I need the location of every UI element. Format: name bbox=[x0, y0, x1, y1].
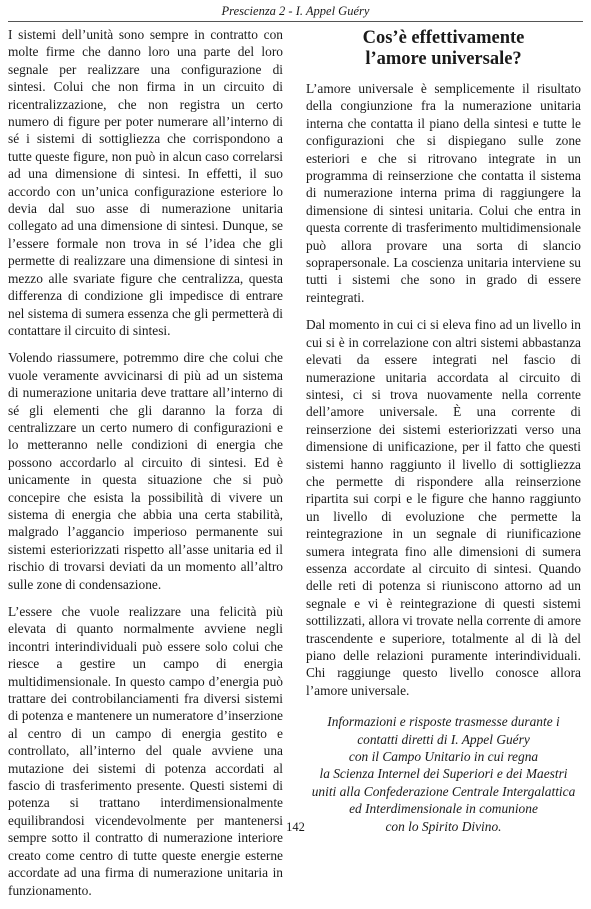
running-header: Prescienza 2 - I. Appel Guéry bbox=[221, 4, 370, 18]
closing-note-line: con lo Spirito Divino. bbox=[385, 818, 502, 834]
left-paragraph-2: Volendo riassumere, potremmo dire che colui che vuole veramente avvicinarsi di più ad un sistema di numerazione unitaria deve trattare all’interno di sé gli elementi che gli daranno la forza di centralizzare un certo numero di configurazioni e lo metteranno nelle condizioni di energia che possono accordarlo al circuito di sintesi. Ed è unicamente in questa situazione che si può concepire che esista la possibilità di vivere un sistema di energia che abbia una certa stabilità, malgrado l’aggancio imperioso permanente sui sistemi esteriorizzati rispetto all’asse unitaria ed il rischio di trovarsi deviati da un momento all’altro sulle zone di condensazione. bbox=[8, 350, 283, 592]
page-number: 142 bbox=[286, 820, 305, 834]
closing-note-line: contatti diretti di I. Appel Guéry bbox=[357, 731, 530, 747]
section-title-line-1: Cos’è effettivamente bbox=[362, 28, 525, 48]
right-paragraph-1: L’amore universale è semplicemente il risultato della congiunzione fra la numerazione unitaria interna che contatta il piano della sintesi e tutte le configurazioni che si dispiegano sulle zone esteriori e che si ritrovano integrate in un programma di reinserzione che contatta il sistema di numerazione interna prima di raggiungere la dimensione di sintesi unitaria. Colui che entra in questa corrente di trasferimento multidimensionale può allora provare una sorta di slancio soprapersonale. La coscienza unitaria interviene su tutti i sistemi che sono in grado di essere reintegrati. bbox=[306, 81, 581, 305]
left-column bbox=[8, 26, 283, 909]
closing-note-line: Informazioni e risposte trasmesse durante i bbox=[327, 714, 560, 730]
closing-note bbox=[306, 713, 581, 835]
closing-note-line: uniti alla Confederazione Centrale Intergalattica bbox=[311, 783, 576, 799]
section-title bbox=[306, 28, 581, 70]
right-column bbox=[306, 26, 581, 835]
left-paragraph-3: L’essere che vuole realizzare una felicità più elevata di quanto normalmente avviene negli incontri interindividuali può essere solo colui che riesce a gestire un campo di energia multidimensionale. In questo campo d’energia può trattare dei controbilanciamenti fra diversi sistemi di potenza e mantenere un numeratore d’inserzione al centro di un campo di energia gestito e controllato, all’interno del quale avviene una mutazione dei sistemi di potenza accordati al fascio di trasferimento presente. Questi sistemi di potenza si trattano interdimensionalmente equilibrandosi vicendevolmente per mantenersi sempre sotto il contratto di numerazione interiore creato come centro di tutte queste energie esterne accordate ad una firma di numerazione unitaria in funzionamento. bbox=[8, 604, 283, 898]
closing-note-line: ed Interdimensionale in comunione bbox=[349, 801, 538, 817]
section-title-line-2: l’amore universale? bbox=[365, 49, 522, 69]
closing-note-line: con il Campo Unitario in cui regna bbox=[348, 749, 539, 765]
right-paragraph-2: Dal momento in cui ci si eleva fino ad un livello in cui si è in correlazione con altri sistemi abbastanza elevati da essere integrati nel fascio di numerazione unitaria accordata al circuito di sintesi, ci si trova nuovamente nella corrente dell’amore universale. È una corrente di reinserzione dei sistemi esteriorizzati verso una dimensione di unificazione, per il fatto che questi sistemi hanno raggiunto il livello di sottigliezza che permette di rispondere alla reinserzione ripartita sui corpi e le figure che hanno raggiunto un livello di evoluzione che permette la reintegrazione in un segnale di riunificazione sumera integrata fino alle dimensioni di sumera essenza accordate al circuito di sintesi. Quando delle reti di potenza si riuniscono attorno ad un segnale e vi è reintegrazione di questi sistemi sottilizzati, allora vi trovate nella corrente di amore trascendente e superiore, totalmente al di là del piano delle relazioni puramente interindividuali. Chi raggiunge questo livello conosce allora l’amore universale. bbox=[306, 317, 581, 698]
header-divider bbox=[8, 21, 583, 22]
closing-note-line: la Scienza Internel dei Superiori e dei Maestri bbox=[319, 766, 568, 782]
left-paragraph-1: I sistemi dell’unità sono sempre in contratto con molte firme che danno loro una parte del loro segnale per realizzare una configurazione di sintesi. Colui che non firma in un circuito di ricentralizzazione, che non registra un certo numero di figure per poter numerare all’interno di sé i sistemi di sottigliezza che corrispondono a tutte queste figure, non può in alcun caso correlarsi ad una dimensione di sintesi. In effetti, il suo accordo con un’unica configurazione esteriore lo devia dal suo asse di numerazione unitaria collegato ad una dimensione di sintesi. Dunque, se l’essere formale non trova in sé l’idea che gli permette di realizzare una dimensione di sintesi in mezzo alle svariate figure che centralizza, questa differenza di condizione gli impedisce di entrare nel sistema di sumera essenza che gli permetterà di contattare il circuito di sintesi. bbox=[8, 27, 283, 338]
